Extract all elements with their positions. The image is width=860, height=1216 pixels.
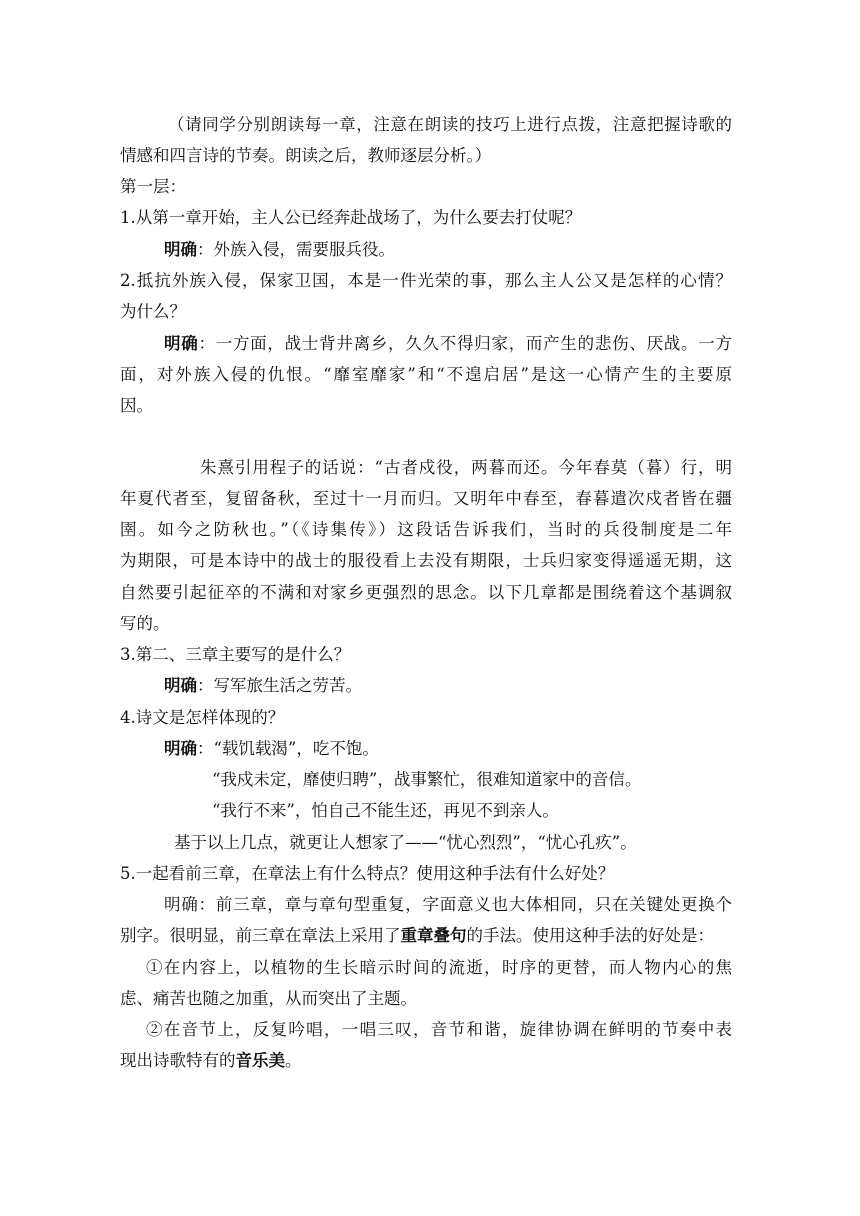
point-2-line-1: ②在音节上，反复吟唱，一唱三叹，音节和谐，旋律协调在鲜明的节奏中表 xyxy=(146,1020,732,1039)
quote-line-3: 圉。如今之防秋也。”（《诗集传》）这段话告诉我们，当时的兵役制度是二年 xyxy=(120,520,732,539)
quote-line-1: 朱熹引用程子的话说：“古者戍役，两暮而还。今年春莫（暮）行，明 xyxy=(200,458,732,477)
answer-text: ：外族入侵，需要服兵役。 xyxy=(197,240,395,259)
answer-3 xyxy=(164,675,362,697)
quote-line-4: 为期限，可是本诗中的战士的服役看上去没有期限，士兵归家变得遥遥无期，这 xyxy=(120,551,732,570)
answer-label: 明确 xyxy=(164,739,197,758)
quote-line-5: 自然要引起征卒的不满和对家乡更强烈的思念。以下几章都是围绕着这个基调叙 xyxy=(120,583,732,602)
answer-text: 别字。很明显，前三章在章法上采用了 xyxy=(120,926,401,945)
emphasis-term: 音乐美 xyxy=(235,1051,285,1070)
answer-2-line-2: 面，对外族入侵的仇恨。“靡室靡家”和“不遑启居”是这一心情产生的主要原 xyxy=(120,365,732,384)
answer-label: 明确 xyxy=(164,334,199,353)
answer-2-line-3: 因。 xyxy=(120,396,153,415)
answer-text: ：一方面，战士背井离乡，久久不得归家，而产生的悲伤、厌战。一方 xyxy=(198,334,732,353)
answer-4-summary: 基于以上几点，就更让人想家了——“忧心烈烈”，“忧心孔疚”。 xyxy=(174,833,637,852)
answer-text: 的手法。使用这种手法的好处是： xyxy=(466,926,714,945)
answer-text: 现出诗歌特有的 xyxy=(120,1051,236,1070)
layer-heading: 第一层： xyxy=(120,177,186,196)
answer-2-line-1 xyxy=(164,333,732,355)
question-2-line-2: 为什么？ xyxy=(120,302,186,321)
intro-line-1: （请同学分别朗读每一章，注意在朗读的技巧上进行点拨，注意把握诗歌的 xyxy=(168,115,732,134)
answer-4-line-3: “我行不来”，怕自己不能生还，再见不到亲人。 xyxy=(212,801,559,820)
question-3: 3.第二、三章主要写的是什么？ xyxy=(120,645,351,664)
point-1-line-2: 虑、痛苦也随之加重，从而突出了主题。 xyxy=(120,989,417,1008)
answer-4-line-2: “我戍未定，靡使归聘”，战事繁忙，很难知道家中的音信。 xyxy=(212,770,642,789)
quote-line-6: 写的。 xyxy=(120,614,170,633)
answer-text: ：写军旅生活之劳苦。 xyxy=(197,676,362,695)
answer-5-line-1: 明确：前三章，章与章句型重复，字面意义也大体相同，只在关键处更换个 xyxy=(164,895,732,914)
question-4: 4.诗文是怎样体现的？ xyxy=(120,708,285,727)
answer-label: 明确 xyxy=(164,240,197,259)
quote-line-2: 年夏代者至，复留备秋，至过十一月而归。又明年中春至，春暮遣次戍者皆在疆 xyxy=(120,489,732,508)
answer-label: 明确 xyxy=(164,676,197,695)
answer-text: ：“载饥载渴”，吃不饱。 xyxy=(197,739,379,758)
intro-line-2: 情感和四言诗的节奏。朗读之后，教师逐层分析。） xyxy=(120,146,492,165)
answer-5-line-2 xyxy=(120,925,714,947)
question-5: 5.一起看前三章，在章法上有什么特点？使用这种手法有什么好处？ xyxy=(120,864,615,883)
answer-1 xyxy=(164,239,395,261)
answer-text: 。 xyxy=(285,1051,302,1070)
point-2-line-2 xyxy=(120,1050,302,1072)
emphasis-term: 重章叠句 xyxy=(400,926,467,945)
question-2-line-1: 2.抵抗外族入侵，保家卫国，本是一件光荣的事，那么主人公又是怎样的心情？ xyxy=(120,271,732,290)
question-1: 1.从第一章开始，主人公已经奔赴战场了，为什么要去打仗呢？ xyxy=(120,208,582,227)
answer-4-line-1 xyxy=(164,738,379,760)
point-1-line-1: ①在内容上，以植物的生长暗示时间的流逝，时序的更替，而人物内心的焦 xyxy=(146,958,732,977)
